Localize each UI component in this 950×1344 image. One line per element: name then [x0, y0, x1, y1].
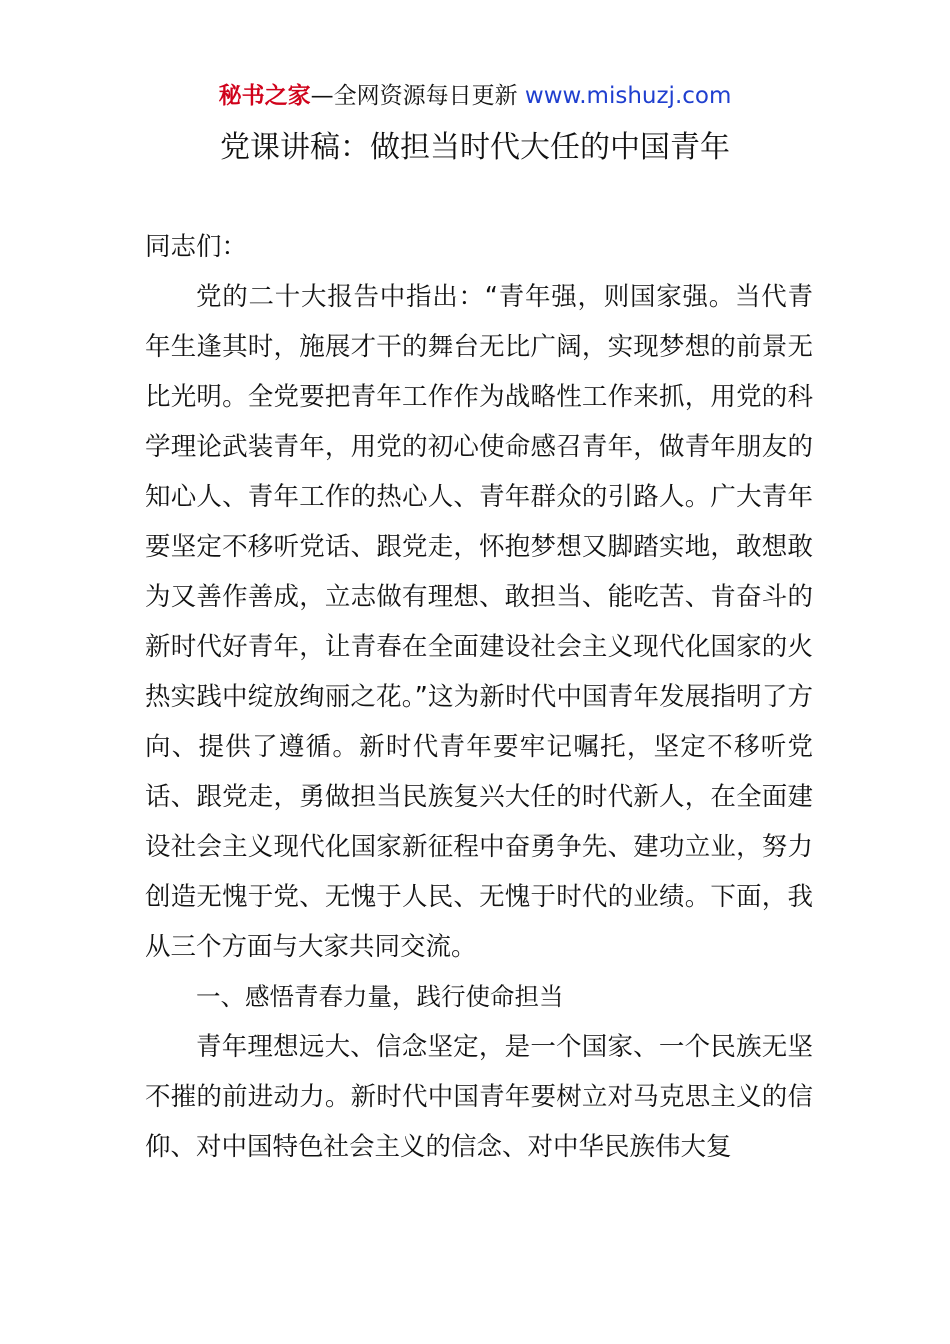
document-body	[145, 222, 813, 1172]
salutation: 同志们：	[145, 232, 248, 262]
document-title: 党课讲稿：做担当时代大任的中国青年	[220, 130, 730, 165]
site-url-link[interactable]: www.mishuzj.com	[524, 83, 732, 109]
site-brand: 秘书之家	[218, 83, 311, 109]
site-header	[0, 80, 950, 112]
paragraph: 党的二十大报告中指出：“青年强，则国家强。当代青年生逢其时，施展才干的舞台无比广阔，实现梦想的前景无比光明。全党要把青年工作作为战略性工作来抓，用党的科学理论武装青年，用党的初心使命感召青年，做青年朋友的知心人、青年工作的热心人、青年群众的引路人。广大青年要坚定不移听党话、跟党走，怀抱梦想又脚踏实地，敢想敢为又善作善成，立志做有理想、敢担当、能吃苦、肯奋斗的新时代好青年，让青春在全面建设社会主义现代化国家的火热实践中绽放绚丽之花。”这为新时代中国青年发展指明了方向、提供了遵循。新时代青年要牢记嘱托，坚定不移听党话、跟党走，勇做担当民族复兴大任的时代新人，在全面建设社会主义现代化国家新征程中奋勇争先、建功立业，努力创造无愧于党、无愧于人民、无愧于时代的业绩。下面，我从三个方面与大家共同交流。	[145, 282, 813, 962]
site-tagline: —全网资源每日更新	[310, 83, 525, 109]
section-heading: 一、感悟青春力量，践行使命担当	[196, 982, 564, 1011]
paragraph: 青年理想远大、信念坚定，是一个国家、一个民族无坚不摧的前进动力。新时代中国青年要树立对马克思主义的信仰、对中国特色社会主义的信念、对中华民族伟大复	[145, 1032, 813, 1162]
